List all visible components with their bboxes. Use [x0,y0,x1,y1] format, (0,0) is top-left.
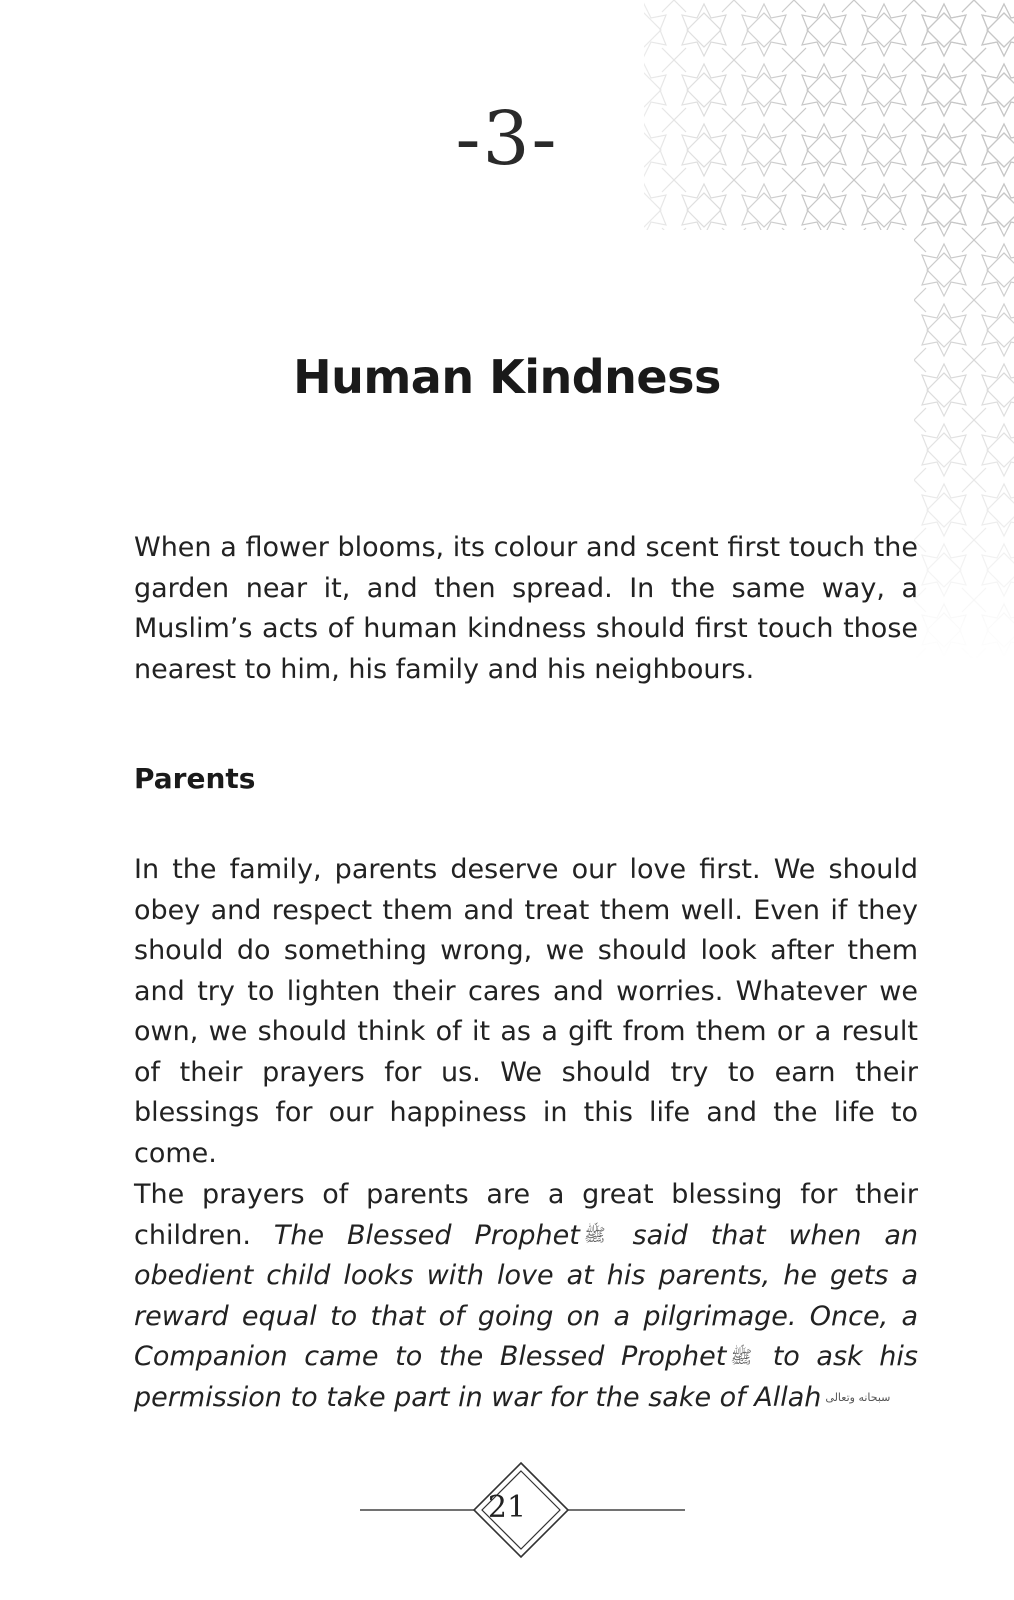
parents-paragraph-2 [134,1175,918,1419]
salutation-icon: ﷺ [583,1224,606,1246]
page-number: 21 [487,1490,527,1525]
section-heading: Parents [134,762,256,795]
chapter-title: Human Kindness [293,350,721,404]
parents-paragraph-1: In the family, parents deserve our love first. We should obey and respect them and treat them well. Even if they should do something wrong, we should look after them and try to lighten their cares and worries. Whatever we own, we should think of it as a gift from them or a result of their prayers for us. We should try to earn their blessings for our happiness in this life and the life to come. [134,854,918,1169]
chapter-number: -3- [455,96,559,182]
italic-text: to ask his permission to take part in war for the sake of Allah [134,1341,918,1413]
italic-text: The Blessed Prophet [273,1219,580,1251]
intro-paragraph: When a flower blooms, its colour and scent first touch the garden near it, and then spread. In the same way, a Muslim’s acts of human kindness should first touch those nearest to him, his family and his neighbours. [134,532,918,685]
salutation-icon: ﷺ [730,1346,753,1368]
glorification-icon: سبحانه وتعالى [825,1391,891,1405]
italic-text: said that when an obedient child looks with love at his parents, he gets a reward equal to that of going on a pilgrimage. Once, a Companion came to the Blessed Prophet [134,1219,918,1373]
paragraph-lead-text: The prayers of parents are a great blessing for their children. [134,1179,918,1251]
